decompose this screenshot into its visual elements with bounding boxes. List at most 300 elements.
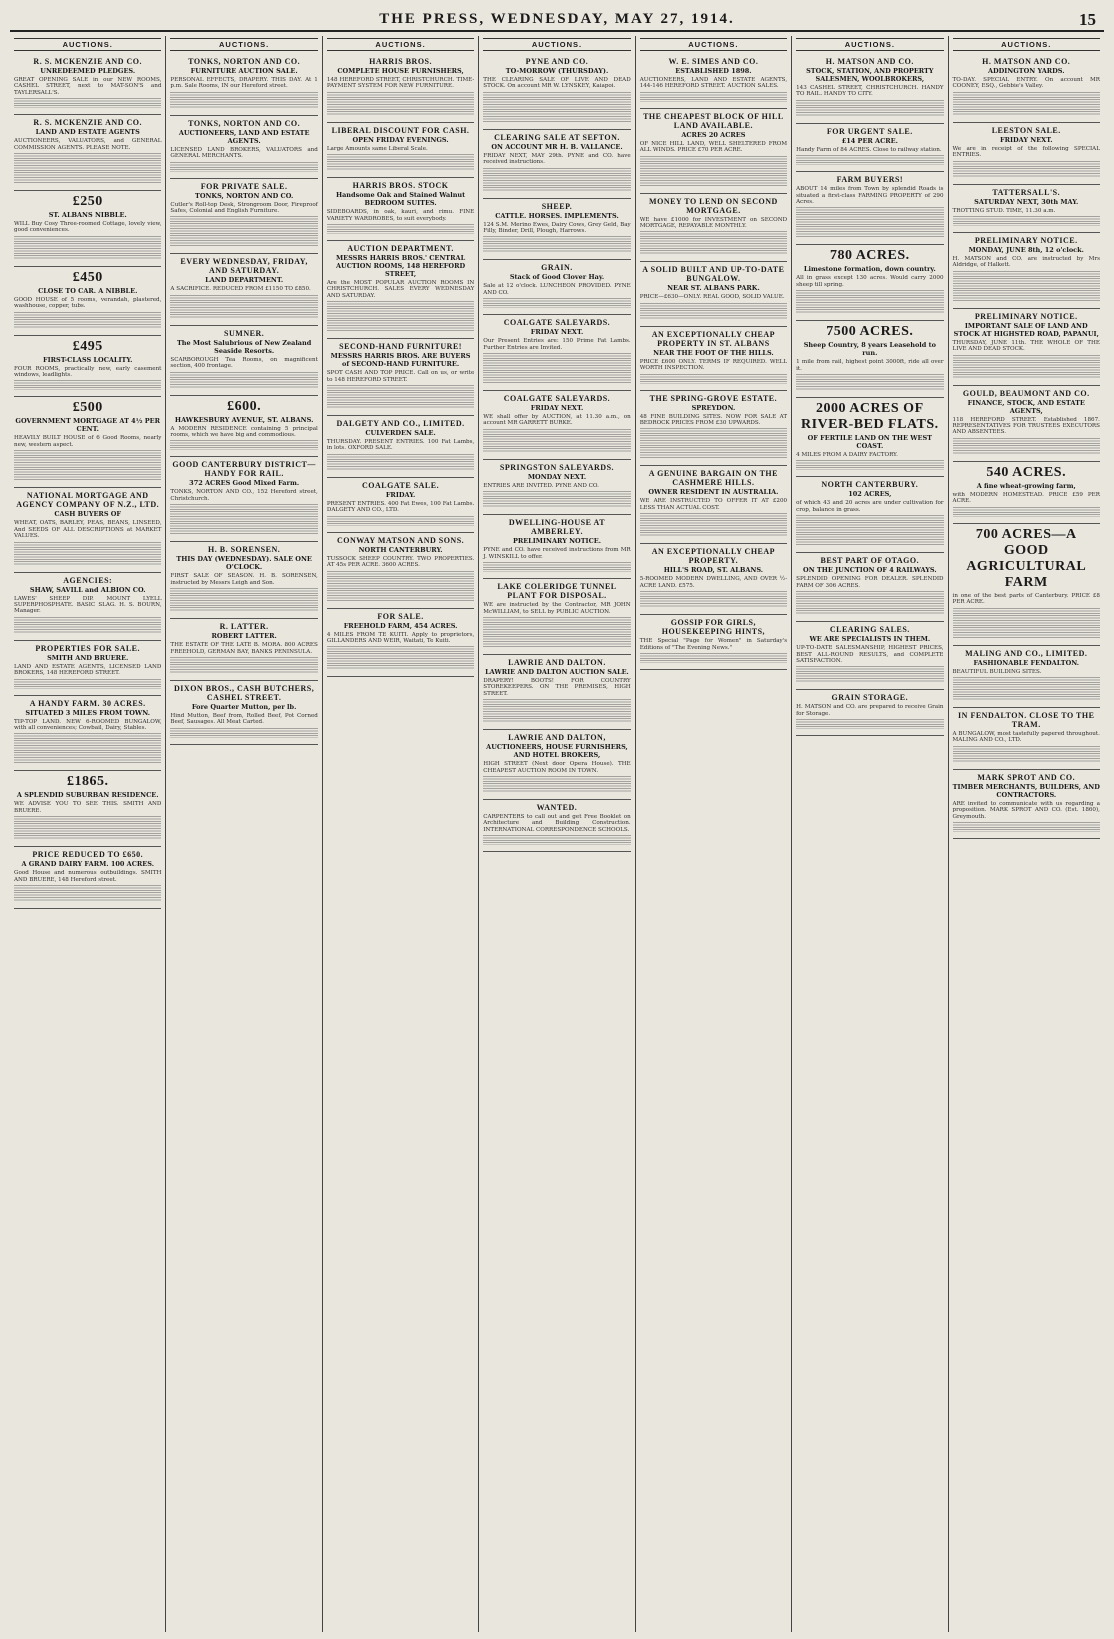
ad-body-text: ENTRIES ARE INVITED. PYNE AND CO. [483, 482, 599, 489]
ad-subheading: ON ACCOUNT MR H. B. VALLANCE. [491, 142, 623, 151]
fine-print-lines [170, 657, 317, 674]
fine-print-lines [640, 156, 787, 187]
ad-headline: W. E. SIMES AND CO. [668, 57, 759, 66]
advertisement [483, 655, 630, 730]
fine-print-lines [327, 385, 474, 409]
ad-subheading: LAND AND ESTATE AGENTS [35, 128, 140, 137]
ad-headline: MONEY TO LEND ON SECOND MORTGAGE. [649, 196, 778, 215]
ad-headline: TATTERSALL'S. [992, 187, 1061, 197]
ad-headline: 540 ACRES. [986, 464, 1067, 480]
ad-headline: 700 ACRES—A GOOD AGRICULTURAL FARM [966, 526, 1087, 590]
ad-subheading: OF FERTILE LAND ON THE WEST COAST. [807, 434, 932, 451]
fine-print-lines [640, 513, 787, 537]
ad-headline: DALGETY AND CO., LIMITED. [336, 419, 465, 429]
advertisement [483, 199, 630, 261]
ad-headline: £495 [72, 338, 103, 354]
ad-headline: LAWRIE AND DALTON, [508, 733, 606, 743]
advertisement [327, 178, 474, 241]
ad-body-text: Cutler's Roll-top Desk, Strongroom Door, Fireproof Safes, Colonial and English Furniture. [170, 201, 318, 215]
ad-headline: £600. [227, 398, 262, 414]
ad-headline: LIBERAL DISCOUNT FOR CASH. [331, 125, 470, 135]
ad-headline: LAWRIE AND DALTON. [508, 657, 606, 667]
advertisement [327, 339, 474, 416]
ad-body-text: HIGH STREET (Next door Opera House). THE CHEAPEST AUCTION ROOM IN TOWN. [483, 761, 631, 774]
ad-headline: PRELIMINARY NOTICE. [974, 311, 1078, 321]
advertisement [953, 770, 1100, 839]
ad-headline: PRICE REDUCED TO £650. [32, 850, 144, 860]
ad-headline: COALGATE SALE. [362, 480, 440, 490]
fine-print-lines [327, 301, 474, 332]
ad-subheading: A GRAND DAIRY FARM. 100 ACRES. [21, 860, 154, 869]
ad-headline: GOSSIP FOR GIRLS, HOUSEKEEPING HINTS, [661, 618, 766, 637]
ad-body-text: 148 HEREFORD STREET, CHRISTCHURCH. TIME-PAYMENT SYSTEM FOR NEW FURNITURE. [326, 77, 475, 90]
ad-headline: PROPERTIES FOR SALE. [35, 643, 141, 653]
ad-headline: TONKS, NORTON AND CO. [188, 118, 301, 128]
fine-print-lines [953, 355, 1100, 379]
ad-subheading: NEAR ST. ALBANS PARK. [667, 284, 760, 293]
ad-headline: A HANDY FARM. 30 ACRES. [29, 698, 146, 708]
ad-body-text: FIRST SALE OF SEASON. H. B. SORENSEN, instructed by Messrs Leigh and Son. [170, 573, 318, 586]
fine-print-lines [796, 100, 943, 117]
advertisement [483, 54, 630, 130]
ad-subheading: Sheep Country, 8 years Leasehold to run. [803, 341, 936, 358]
ad-headline: COALGATE SALEYARDS. [503, 394, 611, 404]
fine-print-lines [170, 216, 317, 247]
fine-print-lines [14, 450, 161, 481]
ad-body-text: SIDEBOARDS, in oak, kauri, and rimu. FINE VARIETY WARDROBES, to suit everybody. [326, 209, 475, 222]
advertisement [14, 115, 161, 191]
ad-subheading: NEAR THE FOOT OF THE HILLS. [653, 348, 774, 357]
ad-headline: AN EXCEPTIONALLY CHEAP PROPERTY. [651, 547, 776, 566]
ad-headline: EVERY WEDNESDAY, FRIDAY, AND SATURDAY. [180, 257, 308, 276]
ad-subheading: SATURDAY NEXT, 30th MAY. [974, 197, 1079, 206]
ad-body-text: Good House and numerous outbuildings. SMITH AND BRUERE, 148 Hereford street. [14, 870, 162, 883]
ad-subheading: ST. ALBANS NIBBLE. [48, 211, 127, 220]
ad-headline: COALGATE SALEYARDS. [503, 318, 611, 328]
fine-print-lines [483, 236, 630, 253]
ad-subheading: ACRES 20 ACRES [681, 130, 746, 139]
ad-body-text: Handy Farm of 84 ACRES. Close to railway station. [796, 146, 942, 153]
advertisement [14, 191, 161, 267]
advertisement [796, 172, 943, 245]
fine-print-lines [953, 746, 1100, 763]
ad-subheading: MONDAY NEXT. [527, 472, 587, 481]
ad-body-text: Large Amounts same Liberal Scale. [326, 145, 428, 152]
ad-subheading: WE ARE SPECIALISTS IN THEM. [809, 635, 931, 644]
fine-print-lines [796, 591, 943, 615]
ad-body-text: A BUNGALOW, most tastefully papered throughout. MALING AND CO., LTD. [952, 730, 1100, 744]
fine-print-lines [953, 92, 1100, 116]
fine-print-lines [14, 816, 161, 840]
ad-headline: £450 [72, 269, 103, 285]
ad-body-text: WE have £1000 for INVESTMENT on SECOND MORTGAGE, REPAYABLE MONTHLY. [639, 216, 788, 230]
ad-subheading: ON THE JUNCTION OF 4 RAILWAYS. [803, 566, 937, 575]
ad-body-text: THE ESTATE OF THE LATE B. MORA. 800 ACRES FREEHOLD, GERMAN BAY, BANKS PENINSULA. [170, 642, 318, 655]
advertisement [640, 544, 787, 615]
ad-headline: AUCTION DEPARTMENT. [347, 244, 454, 254]
ad-headline: DIXON BROS., CASH BUTCHERS, CASHEL STREET. [174, 683, 315, 702]
advertisement [640, 262, 787, 326]
advertisement [953, 708, 1100, 770]
advertisement [170, 179, 317, 255]
ad-subheading: FASHIONABLE FENDALTON. [973, 658, 1080, 667]
advertisement [953, 233, 1100, 309]
ad-subheading: CULVERDEN SALE. [365, 429, 436, 438]
ad-subheading: A SPLENDID SUBURBAN RESIDENCE. [16, 791, 159, 800]
advertisement [796, 398, 943, 477]
ad-body-text: WE ADVISE YOU TO SEE THIS. SMITH AND BRUERE. [14, 801, 162, 814]
ad-headline: H. B. SORENSEN. [208, 545, 281, 555]
advertisement [14, 54, 161, 115]
fine-print-lines [483, 92, 630, 123]
ad-body-text: LICENSED LAND BROKERS, VALUATORS and GENERAL MERCHANTS. [170, 146, 318, 160]
ad-headline: BEST PART OF OTAGO. [820, 556, 920, 566]
column-heading: AUCTIONS. [170, 38, 317, 51]
advertisement [14, 336, 161, 398]
ad-headline: GOULD, BEAUMONT AND CO. [962, 388, 1090, 398]
ad-body-text: AUCTIONEERS, LAND AND ESTATE AGENTS, 144-146 HEREFORD STREET. AUCTION SALES. [639, 77, 788, 90]
column-2 [166, 36, 322, 1632]
ad-subheading: Fore Quarter Mutton, per lb. [191, 702, 297, 711]
ad-headline: PRELIMINARY NOTICE. [974, 236, 1078, 246]
ad-body-text: SPOT CASH AND TOP PRICE. Call on us, or write to 148 HEREFORD STREET. [326, 370, 475, 383]
ad-body-text: TIP-TOP LAND. NEW 6-ROOMED BUNGALOW, with all conveniences; Cowbail, Dairy, Stables. [14, 718, 162, 731]
fine-print-lines [14, 153, 161, 184]
ad-subheading: Stack of Good Clover Hay. [509, 273, 605, 282]
fine-print-lines [953, 677, 1100, 701]
ad-subheading: 372 ACRES Good Mixed Farm. [189, 479, 300, 488]
fine-print-lines [327, 154, 474, 171]
ad-headline: DWELLING-HOUSE AT AMBERLEY. [508, 518, 606, 537]
ad-subheading: FRIDAY NEXT. [530, 404, 584, 413]
ad-body-text: 118 HEREFORD STREET. Established 1867. REPRESENTATIVES FOR TRUSTEES EXECUTORS AND ABSENTEES. [952, 416, 1100, 436]
advertisement [953, 462, 1100, 524]
ad-subheading: FRIDAY NEXT. [999, 135, 1053, 144]
ad-subheading: ADDINGTON YARDS. [987, 67, 1065, 75]
ad-body-text: TUSSOCK SHEEP COUNTRY. TWO PROPERTIES. AT 45s PER ACRE. 3600 ACRES. [326, 555, 475, 569]
ad-subheading: MONDAY, JUNE 8th, 12 o'clock. [968, 246, 1084, 255]
advertisement [640, 54, 787, 109]
fine-print-lines [483, 168, 630, 192]
ad-subheading: IMPORTANT SALE OF LAND AND STOCK AT HIGHSTED ROAD, PAPANUI, [953, 321, 1099, 338]
ad-subheading: HAWKESBURY AVENUE, ST. ALBANS. [174, 415, 314, 424]
fine-print-lines [483, 491, 630, 508]
ad-headline: IN FENDALTON. CLOSE TO THE TRAM. [958, 710, 1095, 729]
ad-subheading: CASH BUYERS OF [54, 510, 122, 519]
advertisement [640, 391, 787, 467]
fine-print-lines [796, 460, 943, 470]
fine-print-lines [953, 507, 1100, 517]
advertisement [170, 326, 317, 396]
ad-body-text: 48 FINE BUILDING SITES. NOW FOR SALE AT BEDROCK PRICES FROM £30 UPWARDS. [639, 413, 788, 427]
ad-body-text: We are in receipt of the following SPECIAL ENTRIES. [952, 145, 1100, 159]
ad-headline: SPRINGSTON SALEYARDS. [499, 462, 615, 472]
columns-container [10, 36, 1104, 1632]
advertisement [796, 477, 943, 553]
advertisement [170, 396, 317, 458]
ad-headline: GRAIN STORAGE. [831, 693, 909, 703]
column-1 [10, 36, 166, 1632]
fine-print-lines [327, 571, 474, 602]
ad-subheading: GOVERNMENT MORTGAGE AT 4½ PER CENT. [15, 417, 160, 434]
ad-subheading: SHAW, SAVILL and ALBION CO. [29, 585, 146, 594]
advertisement [483, 130, 630, 199]
fine-print-lines [327, 454, 474, 471]
ad-body-text: AUCTIONEERS, VALUATORS, and GENERAL COMMISSION AGENTS. PLEASE NOTE. [14, 138, 162, 151]
ad-body-text: CARPENTERS to call out and get Free Booklet on Architecture and Building Construction. INTERNATIONAL CORRESPONDENCE SCHOOLS. [483, 813, 631, 833]
ad-subheading: LAWRIE AND DALTON AUCTION SALE. [485, 667, 629, 676]
ad-body-text: WHEAT, OATS, BARLEY, PEAS, BEANS, LINSEED, And SEEDS OF ALL DESCRIPTIONS at MARKET VALUES. [14, 520, 162, 540]
ad-headline: A GENUINE BARGAIN ON THE CASHMERE HILLS. [648, 469, 778, 488]
column-heading: AUCTIONS. [953, 38, 1100, 51]
advertisement [953, 54, 1100, 123]
advertisement [953, 646, 1100, 708]
fine-print-lines [640, 374, 787, 384]
ad-body-text: TROTTING STUD. TIME, 11.30 a.m. [952, 207, 1056, 214]
ad-body-text: A MODERN RESIDENCE containing 5 principal rooms, which we have big and commodious. [170, 425, 318, 439]
ad-body-text: Sale at 12 o'clock. LUNCHEON PROVIDED. PYNE AND CO. [483, 283, 631, 296]
ad-headline: R. S. MCKENZIE AND CO. [33, 118, 142, 128]
advertisement [953, 123, 1100, 185]
ad-body-text: ABOUT 14 miles from Town by splendid Roads is situated a first-class FARMING PROPERTY of 290 Acres. [796, 186, 944, 206]
masthead-title: THE PRESS, WEDNESDAY, MAY 27, 1914. [379, 10, 735, 27]
ad-headline: £1865. [66, 774, 109, 790]
ad-subheading: FIRST-CLASS LOCALITY. [42, 355, 133, 364]
advertisement [640, 109, 787, 194]
ad-body-text: THE Special "Page for Women" in Saturday's Editions of "The Evening News." [639, 638, 788, 651]
ad-body-text: PRICE—£630—ONLY. REAL GOOD, SOLID VALUE. [639, 294, 785, 301]
ad-body-text: 4 MILES FROM A DAIRY FACTORY. [796, 452, 898, 459]
ad-body-text: of which 43 and 20 acres are under cultivation for crop, balance in grass. [796, 500, 944, 513]
advertisement [14, 641, 161, 696]
ad-subheading: Limestone formation, down country. [803, 265, 936, 274]
fine-print-lines [327, 92, 474, 116]
ad-body-text: WE shall offer by AUCTION, at 11.30 a.m., on account MR GARRETT BURKE. [483, 414, 631, 427]
advertisement [483, 460, 630, 515]
advertisement [327, 609, 474, 678]
fine-print-lines [170, 440, 317, 450]
ad-headline: NORTH CANTERBURY. [821, 480, 919, 490]
ad-headline: FOR SALE. [377, 611, 424, 621]
ad-subheading: OWNER RESIDENT IN AUSTRALIA. [648, 488, 779, 497]
ad-body-text: LAWES' SHEEP DIP. MOUNT LYELL SUPERPHOSPHATE. BASIC SLAG. H. S. BOURN, Manager. [14, 595, 162, 615]
fine-print-lines [640, 303, 787, 320]
ad-headline: LEESTON SALE. [991, 125, 1061, 135]
column-6 [792, 36, 948, 1632]
column-4 [479, 36, 635, 1632]
fine-print-lines [483, 776, 630, 793]
ad-body-text: 1 mile from rail, highest point 3000ft, ride all over it. [796, 359, 944, 372]
ad-subheading: CLOSE TO CAR. A NIBBLE. [38, 286, 138, 295]
advertisement [327, 54, 474, 123]
ad-subheading: Handsome Oak and Stained Walnut BEDROOM SUITES. [335, 191, 466, 208]
column-heading: AUCTIONS. [327, 38, 474, 51]
ad-subheading: STOCK, STATION, AND PROPERTY SALESMEN, WOOLBROKERS, [806, 67, 934, 83]
ad-headline: WANTED. [536, 802, 578, 812]
ad-subheading: HILL'S ROAD, ST. ALBANS. [663, 566, 764, 575]
advertisement [483, 260, 630, 315]
ad-body-text: GREAT OPENING SALE in our NEW ROOMS, CASHEL STREET, next to MAT-SON'S and TAYLERSALL'S. [14, 77, 162, 96]
ad-subheading: NORTH CANTERBURY. [358, 545, 443, 554]
ad-headline: A SOLID BUILT AND UP-TO-DATE BUNGALOW. [642, 265, 785, 284]
advertisement [170, 542, 317, 619]
ad-headline: FOR PRIVATE SALE. [200, 181, 288, 191]
ad-subheading: SMITH AND BRUERE. [47, 653, 129, 662]
ad-headline: £250 [72, 194, 103, 210]
ad-headline: 7500 ACRES. [826, 324, 914, 340]
column-heading: AUCTIONS. [483, 38, 630, 51]
page-number: 15 [1079, 10, 1096, 29]
advertisement [170, 54, 317, 116]
advertisement [483, 730, 630, 800]
fine-print-lines [14, 542, 161, 566]
ad-body-text: 5-ROOMED MODERN DWELLING, AND OVER ½-ACRE LAND. £575. [639, 576, 788, 589]
ad-headline: TONKS, NORTON AND CO. [188, 57, 301, 66]
ad-headline: SUMNER. [224, 328, 265, 338]
ad-headline: HARRIS BROS. STOCK [352, 181, 449, 191]
advertisement [796, 690, 943, 736]
ad-headline: H. MATSON AND CO. [982, 57, 1071, 66]
ad-body-text: PRICE £600 ONLY. TERMS IF REQUIRED. WELL WORTH INSPECTION. [639, 358, 788, 372]
ad-subheading: MESSRS HARRIS BROS. ARE BUYERS of SECOND-HAND FURNITURE. [330, 352, 471, 369]
fine-print-lines [170, 728, 317, 738]
advertisement [14, 696, 161, 772]
ad-subheading: TONKS, NORTON AND CO. [194, 191, 294, 200]
ad-body-text: FOUR ROOMS, practically new, early casement windows, leadlights. [14, 365, 162, 379]
ad-headline: FOR URGENT SALE. [826, 126, 913, 136]
ad-headline: MARK SPROT AND CO. [977, 772, 1076, 782]
ad-subheading: TIMBER MERCHANTS, BUILDERS, AND CONTRACTORS. [952, 782, 1100, 799]
ad-subheading: LAND DEPARTMENT. [205, 276, 284, 285]
ad-body-text: 143 CASHEL STREET, CHRISTCHURCH. HANDY TO RAIL. HANDY TO CITY. [796, 85, 944, 98]
ad-headline: 780 ACRES. [829, 248, 910, 264]
ad-body-text: TO-DAY. SPECIAL ENTRY. On account MR COONEY, ESQ., Gebbie's Valley. [952, 77, 1100, 90]
advertisement [14, 488, 161, 572]
fine-print-lines [170, 588, 317, 612]
advertisement [483, 315, 630, 391]
ad-headline: FARM BUYERS! [836, 175, 904, 185]
ad-headline: AGENCIES: [63, 575, 113, 585]
ad-body-text: with MODERN HOMESTEAD. PRICE £59 PER ACRE. [952, 491, 1100, 505]
advertisement [327, 241, 474, 339]
ad-headline: PYNE AND CO. [525, 57, 589, 66]
fine-print-lines [14, 98, 161, 108]
ad-headline: MALING AND CO., LIMITED. [965, 648, 1088, 658]
ad-subheading: FRIDAY NEXT. [530, 328, 584, 337]
ad-body-text: HEAVILY BUILT HOUSE of 6 Good Rooms, nearly new, western aspect. [14, 435, 162, 448]
fine-print-lines [483, 617, 630, 648]
advertisement [640, 615, 787, 670]
advertisement [14, 847, 161, 909]
ad-body-text: PERSONAL EFFECTS, DRAPERY. THIS DAY. At 1 p.m. Sale Rooms, IN our Hereford street. [170, 77, 318, 90]
advertisement [14, 267, 161, 336]
ad-headline: CONWAY MATSON AND SONS. [336, 535, 465, 545]
ad-headline: LAKE COLERIDGE TUNNEL PLANT FOR DISPOSAL. [497, 582, 617, 601]
ad-body-text: THE CLEARING SALE OF LIVE AND DEAD STOCK. On account MR W. LYNSKEY, Kaiapoi. [483, 77, 631, 90]
ad-subheading: £14 PER ACRE. [841, 136, 898, 145]
fine-print-lines [483, 353, 630, 384]
fine-print-lines [327, 516, 474, 526]
ad-body-text: SCARBOROUGH Tea Rooms, on magnificent section, 400 frontage. [170, 356, 318, 370]
fine-print-lines [796, 666, 943, 683]
fine-print-lines [170, 372, 317, 389]
advertisement [640, 327, 787, 391]
fine-print-lines [640, 591, 787, 608]
ad-headline: SHEEP. [541, 201, 573, 211]
fine-print-lines [14, 312, 161, 329]
ad-headline: THE CHEAPEST BLOCK OF HILL LAND AVAILABLE. [643, 111, 784, 130]
column-3 [323, 36, 479, 1632]
ad-body-text: TONKS, NORTON AND CO., 152 Hereford street, Christchurch. [170, 489, 318, 502]
fine-print-lines [953, 438, 1100, 455]
ad-body-text: THURSDAY. PRESENT ENTRIES. 100 Fat Lambs, in lots. OXFORD SALE. [326, 439, 475, 452]
advertisement [14, 573, 161, 641]
advertisement [14, 397, 161, 488]
ad-body-text: ARE invited to communicate with us regarding a proposition. MARK SPROT AND CO. (Est. 1860), Greymouth. [952, 800, 1100, 820]
ad-headline: CLEARING SALE AT SEFTON. [494, 132, 620, 142]
fine-print-lines [640, 653, 787, 663]
ad-headline: H. MATSON AND CO. [825, 57, 914, 66]
fine-print-lines [953, 608, 1100, 639]
ad-subheading: FREEHOLD FARM, 454 ACRES. [343, 621, 458, 630]
ad-subheading: AUCTIONEERS, HOUSE FURNISHERS, AND HOTEL BROKERS, [486, 743, 628, 760]
ad-subheading: ROBERT LATTER. [211, 632, 277, 641]
ad-subheading: COMPLETE HOUSE FURNISHERS, [337, 67, 464, 75]
fine-print-lines [483, 562, 630, 572]
advertisement [327, 123, 474, 178]
fine-print-lines [14, 380, 161, 390]
ad-headline: £500 [72, 400, 103, 416]
advertisement [953, 309, 1100, 386]
ad-body-text: All in grass except 130 acres. Would carry 2000 sheep till spring. [796, 275, 944, 288]
advertisement [170, 681, 317, 745]
ad-body-text: Hind Mutton, Beef from, Rolled Beef, Pot Corned Beef, Sausages. All Meat Carted. [170, 712, 318, 726]
advertisement [796, 245, 943, 321]
advertisement [640, 466, 787, 544]
ad-body-text: Our Present Entries are: 150 Prime Fat Lambs. Further Entries are Invited. [483, 338, 631, 351]
ad-body-text: WE ARE INSTRUCTED TO OFFER IT AT £200 LESS THAN ACTUAL COST. [639, 498, 788, 511]
advertisement [953, 386, 1100, 462]
fine-print-lines [953, 822, 1100, 832]
ad-headline: HARRIS BROS. [369, 57, 432, 66]
ad-headline: SECOND-HAND FURNITURE! [339, 342, 462, 352]
fine-print-lines [953, 161, 1100, 178]
ad-body-text: BEAUTIFUL BUILDING SITES. [952, 668, 1042, 675]
ad-body-text: THURSDAY, JUNE 11th. THE WHOLE OF THE LIVE AND DEAD STOCK. [952, 339, 1100, 353]
column-heading: AUCTIONS. [14, 38, 161, 51]
ad-body-text: H. MATSON and CO. are instructed by Mrs Aldridge, of Halkett. [952, 256, 1100, 269]
fine-print-lines [640, 92, 787, 102]
ad-headline: GRAIN. [541, 263, 573, 273]
ad-body-text: FRIDAY NEXT, MAY 29th. PYNE and CO. have received instructions. [483, 152, 631, 166]
fine-print-lines [796, 155, 943, 165]
fine-print-lines [170, 162, 317, 172]
fine-print-lines [14, 617, 161, 634]
advertisement [327, 416, 474, 478]
ad-headline: CLEARING SALES. [829, 625, 910, 635]
ad-subheading: SPREYDON. [691, 403, 736, 412]
ad-subheading: 102 ACRES, [848, 490, 892, 499]
advertisement [14, 771, 161, 847]
ad-body-text: Are the MOST POPULAR AUCTION ROOMS IN CHRISTCHURCH. SALES EVERY WEDNESDAY AND SATURDAY. [326, 280, 475, 299]
ad-subheading: AUCTIONEERS, LAND AND ESTATE AGENTS. [178, 128, 310, 145]
column-heading: AUCTIONS. [640, 38, 787, 51]
ad-subheading: ESTABLISHED 1898. [675, 67, 752, 75]
ad-headline: GOOD CANTERBURY DISTRICT—HANDY FOR RAIL. [172, 460, 316, 479]
ad-body-text: OF NICE HILL LAND, WELL SHELTERED FROM ALL WINDS. PRICE £70 PER ACRE. [639, 140, 788, 154]
ad-headline: NATIONAL MORTGAGE AND AGENCY COMPANY OF N.Z., LTD. [16, 491, 160, 510]
ad-body-text: WILL Buy Cosy Three-roomed Cottage, lovely view, good conveniences. [14, 221, 162, 234]
